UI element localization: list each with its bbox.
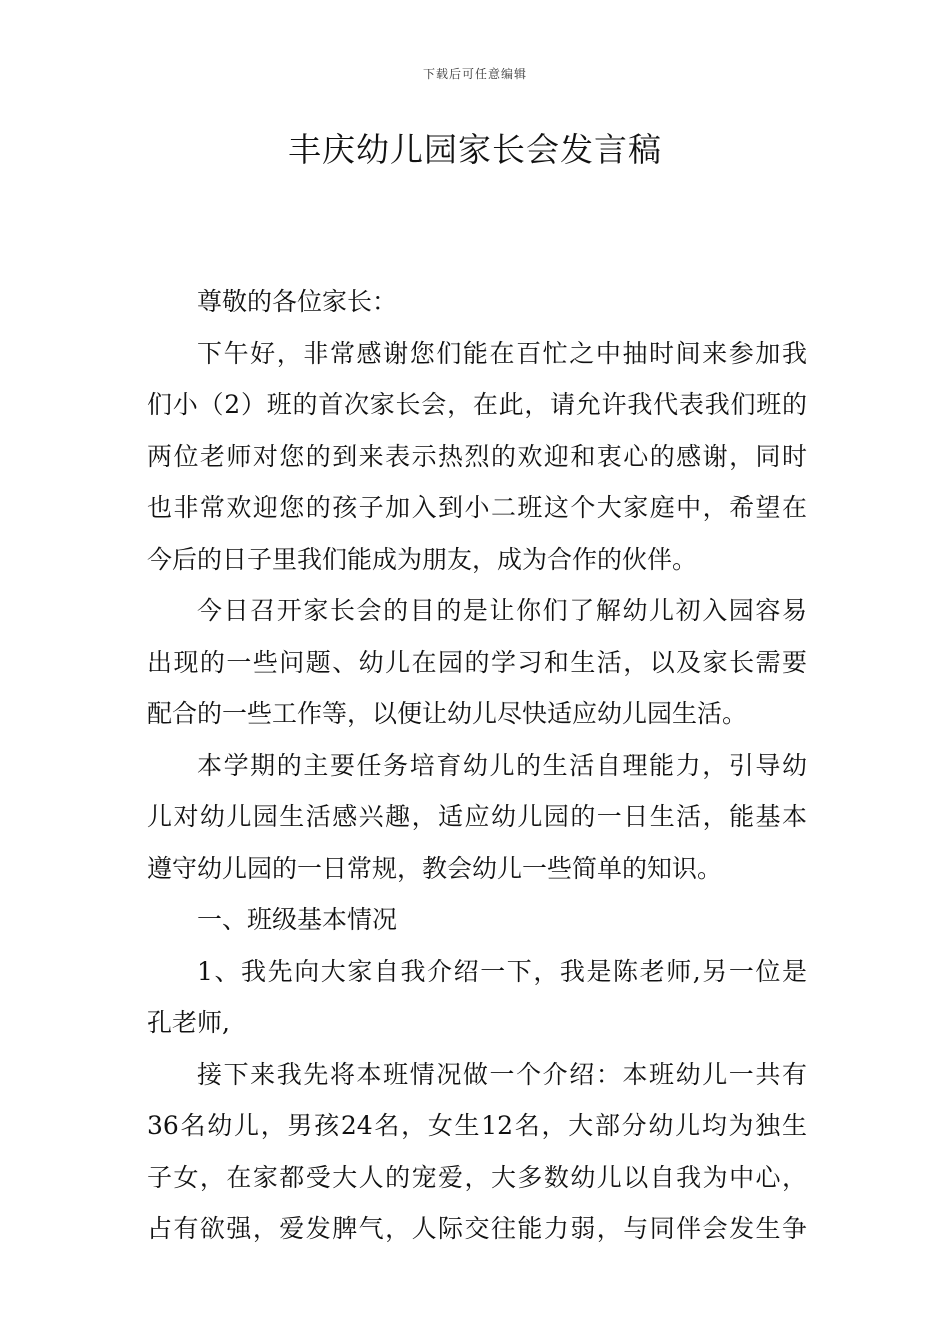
body-line: 1、我先向大家自我介绍一下，我是陈老师,另一位是 xyxy=(197,956,807,986)
body-line: 们小（2）班的首次家长会，在此，请允许我代表我们班的 xyxy=(147,390,807,419)
body-line: 本学期的主要任务培育幼儿的生活自理能力，引导幼 xyxy=(197,750,807,780)
section-heading: 一、班级基本情况 xyxy=(197,905,398,934)
body-line: 子女，在家都受大人的宠爱，大多数幼儿以自我为中心， xyxy=(147,1162,807,1192)
body-line: 两位老师对您的到来表示热烈的欢迎和衷心的感谢，同时 xyxy=(147,441,807,471)
body-line: 今后的日子里我们能成为朋友，成为合作的伙伴。 xyxy=(147,544,698,574)
body-line: 今日召开家长会的目的是让你们了解幼儿初入园容易 xyxy=(197,596,807,625)
body-line: 36名幼儿，男孩24名，女生12名，大部分幼儿均为独生 xyxy=(147,1111,807,1140)
body-line: 也非常欢迎您的孩子加入到小二班这个大家庭中，希望在 xyxy=(147,493,807,522)
document-body xyxy=(147,276,807,1255)
body-line: 遵守幼儿园的一日常规，教会幼儿一些简单的知识。 xyxy=(147,853,723,883)
body-line: 出现的一些问题、幼儿在园的学习和生活，以及家长需要 xyxy=(147,647,807,677)
body-line: 占有欲强，爱发脾气，人际交往能力弱，与同伴会发生争 xyxy=(147,1214,807,1243)
body-line: 接下来我先将本班情况做一个介绍：本班幼儿一共有 xyxy=(197,1059,807,1089)
document-title: 丰庆幼儿园家长会发言稿 xyxy=(288,130,662,169)
body-line: 下午好，非常感谢您们能在百忙之中抽时间来参加我 xyxy=(197,338,807,368)
body-line: 配合的一些工作等，以便让幼儿尽快适应幼儿园生活。 xyxy=(147,699,748,728)
body-line: 儿对幼儿园生活感兴趣，适应幼儿园的一日生活，能基本 xyxy=(147,802,807,831)
header-note: 下载后可任意编辑 xyxy=(422,67,527,81)
body-line: 孔老师, xyxy=(147,1008,230,1037)
body-line: 尊敬的各位家长： xyxy=(197,287,398,316)
